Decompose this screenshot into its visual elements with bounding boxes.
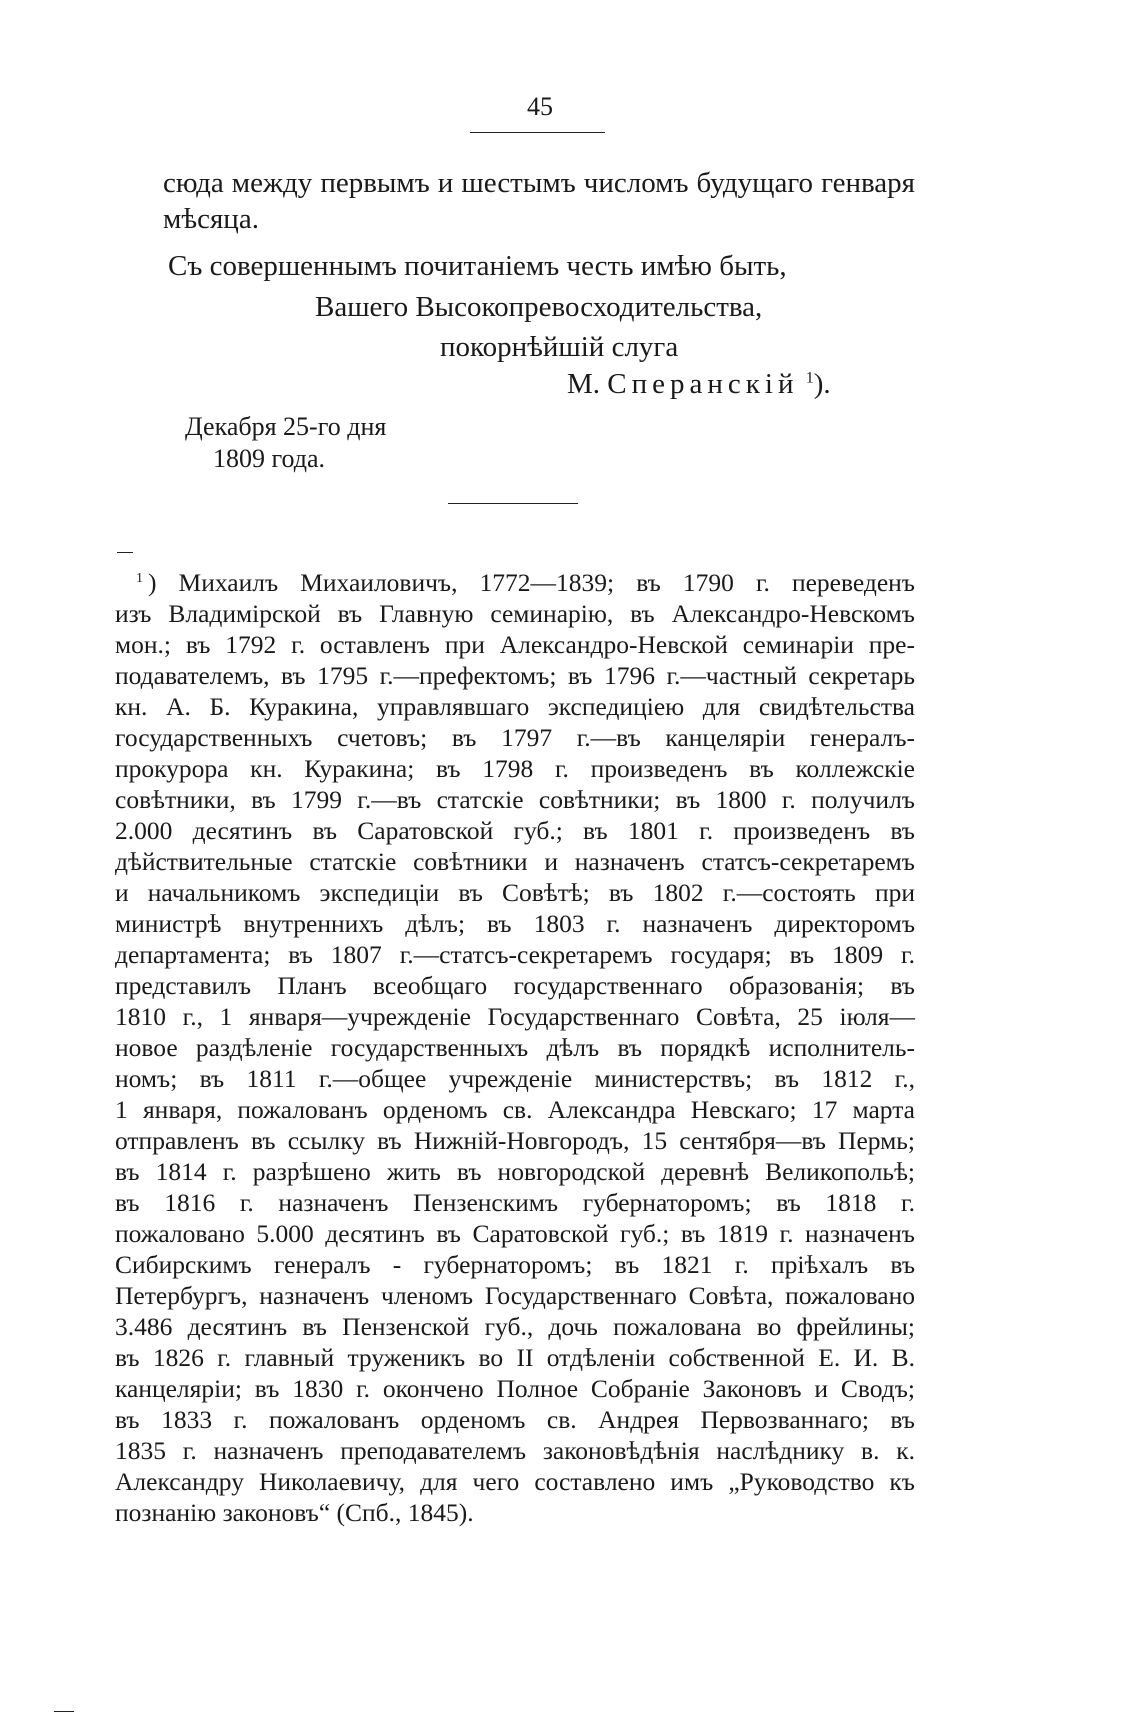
- page-number-rule: [470, 132, 605, 133]
- footnote-line: и начальникомъ экспедиціи въ Совѣтѣ; въ 1802 г.—состоять при: [115, 878, 915, 907]
- footnote-line: изъ Владимірской въ Главную семинарію, въ Александро-Невскомъ: [115, 599, 915, 628]
- signature: [567, 368, 831, 401]
- footnote-line: кн. А. Б. Куракина, управлявшаго экспедиціею для свидѣтельства: [115, 692, 915, 721]
- footnote-line: подавателемъ, въ 1795 г.—префектомъ; въ 1796 г.—частный секретарь: [115, 661, 915, 690]
- footnote-line: 1810 г., 1 января—учрежденіе Государственнаго Совѣта, 25 іюля—: [115, 1002, 915, 1031]
- footnote-line: дѣйствительные статскіе совѣтники и назначенъ статсъ-секретаремъ: [115, 847, 915, 876]
- page-number: 45: [527, 92, 553, 121]
- footnote-line: въ 1814 г. разрѣшено жить въ новгородской деревнѣ Великопольѣ;: [115, 1157, 915, 1186]
- footnote-line: въ 1816 г. назначенъ Пензенскимъ губернаторомъ; въ 1818 г.: [115, 1188, 915, 1217]
- footnote-line: 2.000 десятинъ въ Саратовской губ.; въ 1801 г. произведенъ въ: [115, 816, 915, 845]
- footnote-line: пожаловано 5.000 десятинъ въ Саратовской губ.; въ 1819 г. назначенъ: [115, 1219, 915, 1248]
- date-line-1: Декабря 25-го дня: [185, 412, 387, 441]
- footnote-line: отправленъ въ ссылку въ Нижній-Новгородъ, 15 сентября—въ Пермь;: [115, 1126, 915, 1155]
- footnote-line: государственныхъ счетовъ; въ 1797 г.—въ канцеляріи генералъ-: [115, 723, 915, 752]
- footnote-line: представилъ Планъ всеобщаго государственнаго образованія; въ: [115, 971, 915, 1000]
- section-separator: [448, 503, 578, 504]
- footnote-line: познанію законовъ“ (Спб., 1845).: [115, 1498, 474, 1527]
- footnote-line: Петербургъ, назначенъ членомъ Государственнаго Совѣта, пожаловано: [115, 1281, 915, 1310]
- address-line: Вашего Высокопревосходительства,: [315, 291, 763, 323]
- signature-name: Сперанскій: [607, 368, 799, 400]
- footnote-line: 1 января, пожалованъ орденомъ св. Александра Невскаго; 17 марта: [115, 1095, 915, 1124]
- margin-mark: [54, 1711, 74, 1712]
- footnote-line: 1835 г. назначенъ преподавателемъ законовѣдѣнія наслѣднику в. к.: [115, 1436, 915, 1465]
- footnote-line: 1 ) Михаилъ Михаиловичъ, 1772—1839; въ 1790 г. переведенъ: [148, 568, 915, 599]
- footnote-line: мон.; въ 1792 г. оставленъ при Александро-Невской семинаріи пре-: [115, 630, 915, 659]
- signature-footnote-mark: 1: [805, 369, 814, 387]
- footnote-line: департамента; въ 1807 г.—статсъ-секретаремъ государя; въ 1809 г.: [115, 940, 915, 969]
- footnote-line: въ 1833 г. пожалованъ орденомъ св. Андрея Первозваннаго; въ: [115, 1405, 915, 1434]
- footnote-line: въ 1826 г. главный труженикъ во II отдѣленіи собственной Е. И. В.: [115, 1343, 915, 1372]
- footnote-line: прокурора кн. Куракина; въ 1798 г. произведенъ въ коллежскіе: [115, 754, 915, 783]
- margin-mark: [117, 552, 133, 553]
- footnote-line: новое раздѣленіе государственныхъ дѣлъ въ порядкѣ исполнитель-: [115, 1033, 915, 1062]
- signature-tail: ).: [813, 368, 831, 400]
- footnote-line: Сибирскимъ генералъ - губернаторомъ; въ 1821 г. пріѣхалъ въ: [115, 1250, 915, 1279]
- signature-initial: М.: [567, 368, 601, 400]
- footnote-line: Александру Николаевичу, для чего составлено имъ „Руководство къ: [115, 1467, 915, 1496]
- footnote-line: номъ; въ 1811 г.—общее учрежденіе министерствъ; въ 1812 г.,: [115, 1064, 915, 1093]
- servant-line: покорнѣйшій слуга: [440, 331, 679, 363]
- date-line-2: 1809 года.: [213, 444, 326, 473]
- footnote-line: министрѣ внутреннихъ дѣлъ; въ 1803 г. назначенъ директоромъ: [115, 909, 915, 938]
- footnote-marker: 1: [136, 571, 143, 586]
- closing-line: Съ совершеннымъ почитаніемъ честь имѣю быть,: [168, 250, 787, 282]
- footnote-line: канцеляріи; въ 1830 г. окончено Полное Собраніе Законовъ и Сводъ;: [115, 1374, 915, 1403]
- footnote-line: совѣтники, въ 1799 г.—въ статскіе совѣтники; въ 1800 г. получилъ: [115, 785, 915, 814]
- footnote-line: 3.486 десятинъ въ Пензенской губ., дочь пожалована во фрейлины;: [115, 1312, 915, 1341]
- letter-line-2: мѣсяца.: [163, 203, 259, 235]
- letter-line-1: сюда между первымъ и шестымъ числомъ будущаго генваря: [163, 167, 915, 199]
